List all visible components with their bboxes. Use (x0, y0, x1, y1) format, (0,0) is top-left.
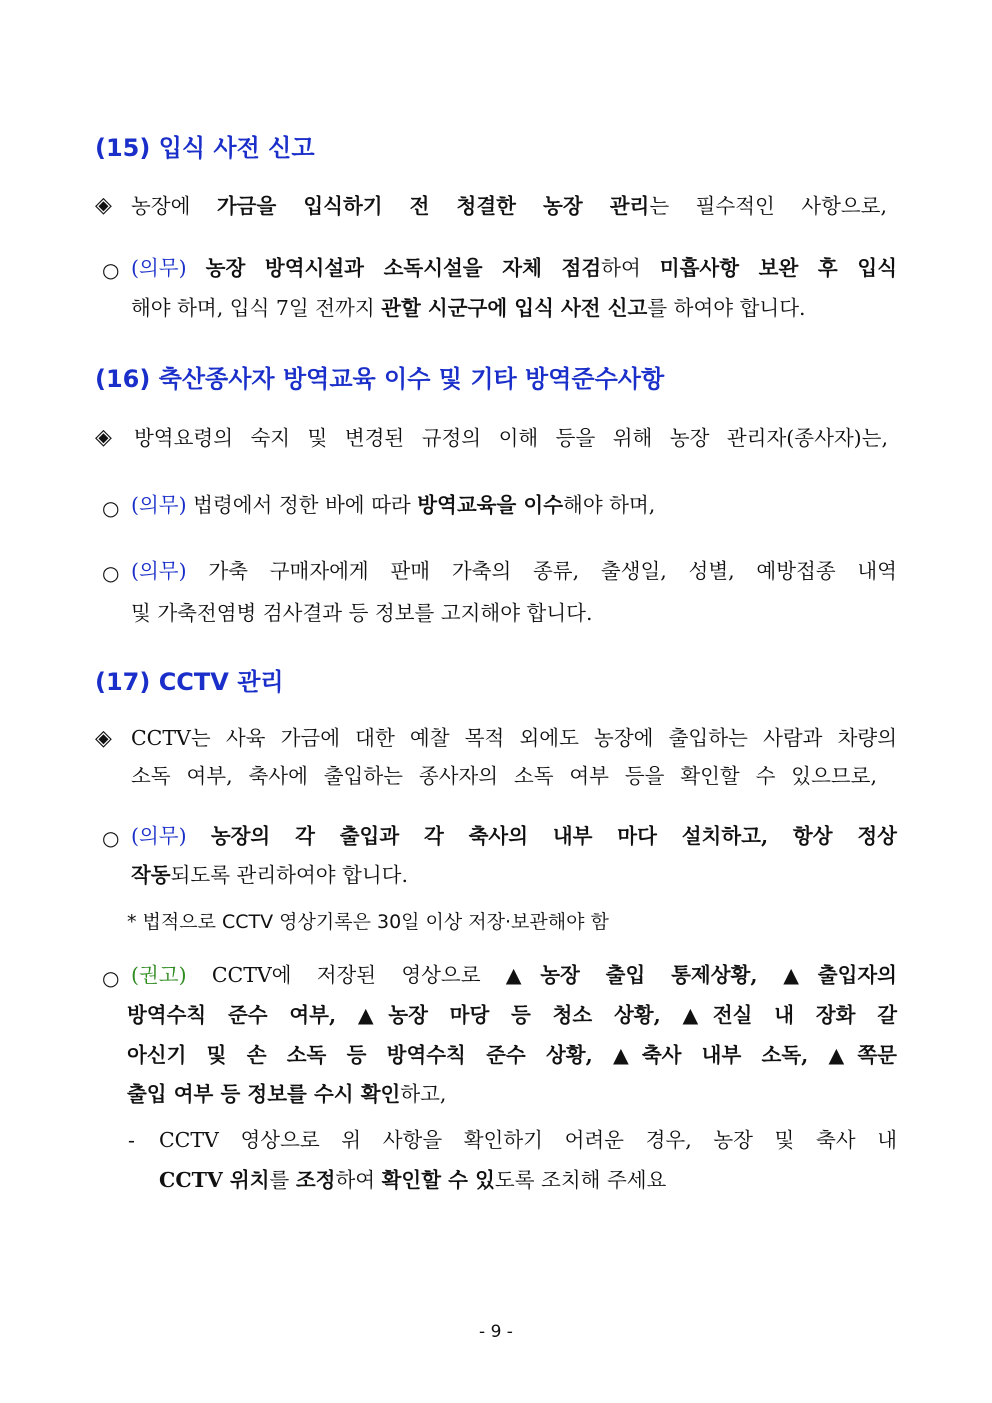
duty-tag: (의무) (131, 824, 187, 848)
section-17-heading: (17) CCTV 관리 (95, 668, 284, 696)
diamond-bullet-icon: ◈ (95, 726, 112, 751)
s17-intro-line2: 소독 여부, 축사에 출입하는 종사자의 소독 여부 등을 확인할 수 있으므로, (131, 764, 877, 788)
s17-dash-line1: CCTV 영상으로 위 사항을 확인하기 어려운 경우, 농장 및 축사 내 (159, 1128, 897, 1152)
s17-legal-note: * 법적으로 CCTV 영상기록은 30일 이상 저장·보관해야 함 (127, 911, 609, 933)
diamond-bullet-icon: ◈ (95, 193, 112, 218)
s17-intro-line1: CCTV는 사육 가금에 대한 예찰 목적 외에도 농장에 출입하는 사람과 차량의 (131, 726, 897, 750)
section-15-heading: (15) 입식 사전 신고 (95, 134, 315, 162)
diamond-bullet-icon: ◈ (95, 425, 112, 450)
dash-bullet-icon: - (128, 1128, 135, 1152)
circle-bullet-icon: ○ (102, 496, 120, 520)
duty-tag: (의무) (131, 559, 187, 583)
circle-bullet-icon: ○ (102, 258, 120, 282)
duty-tag: (의무) (131, 256, 187, 280)
s17-recommend-line3: 아신기 및 손 소독 등 방역수칙 준수 상황, ▲축사 내부 소독, ▲쪽문 (127, 1043, 897, 1067)
asterisk-icon: * (127, 911, 137, 933)
s15-duty-line2: 해야 하며, 입식 7일 전까지 관할 시군구에 입식 사전 신고를 하여야 합니다. (131, 296, 806, 320)
s17-dash-line2: CCTV 위치를 조정하여 확인할 수 있도록 조치해 주세요 (159, 1168, 667, 1192)
section-16-heading: (16) 축산종사자 방역교육 이수 및 기타 방역준수사항 (95, 365, 665, 393)
s16-duty2-line2: 및 가축전염병 검사결과 등 정보를 고지해야 합니다. (131, 601, 593, 625)
s16-duty2-line1: (의무) 가축 구매자에게 판매 가축의 종류, 출생일, 성별, 예방접종 내역 (131, 559, 897, 583)
s17-recommend-line1: (권고) CCTV에 저장된 영상으로 ▲농장 출입 통제상황, ▲출입자의 (131, 963, 897, 987)
circle-bullet-icon: ○ (102, 561, 120, 585)
s17-recommend-line2: 방역수칙 준수 여부, ▲농장 마당 등 청소 상황, ▲전실 내 장화 갈 (127, 1003, 897, 1027)
duty-tag: (의무) (131, 493, 187, 517)
s17-duty-line2: 작동되도록 관리하여야 합니다. (131, 863, 408, 887)
circle-bullet-icon: ○ (102, 826, 120, 850)
s16-intro: 방역요령의 숙지 및 변경된 규정의 이해 등을 위해 농장 관리자(종사자)는, (134, 426, 888, 450)
page-number: - 9 - (479, 1322, 513, 1342)
circle-bullet-icon: ○ (102, 966, 120, 990)
recommend-tag: (권고) (131, 963, 187, 987)
s17-recommend-line4: 출입 여부 등 정보를 수시 확인하고, (127, 1082, 447, 1106)
s15-duty-line1: (의무) 농장 방역시설과 소독시설을 자체 점검하여 미흡사항 보완 후 입식 (131, 256, 897, 280)
s15-intro: 농장에 가금을 입식하기 전 청결한 농장 관리는 필수적인 사항으로, (131, 194, 887, 218)
s16-duty1: (의무) 법령에서 정한 바에 따라 방역교육을 이수해야 하며, (131, 493, 656, 517)
s17-duty-line1: (의무) 농장의 각 출입과 각 축사의 내부 마다 설치하고, 항상 정상 (131, 824, 897, 848)
